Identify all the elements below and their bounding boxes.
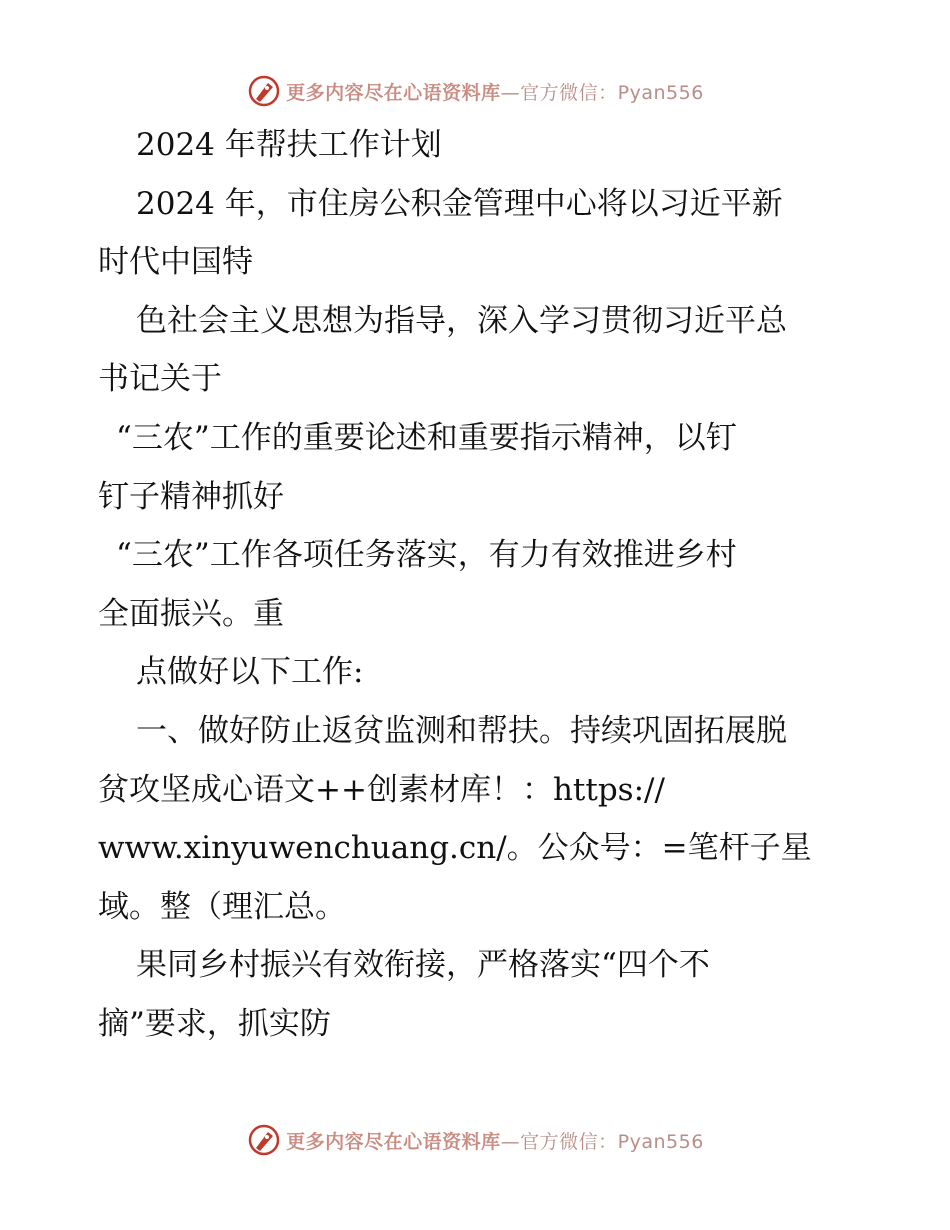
paragraph-line: 贫攻坚成心语文++创素材库！：https:// xyxy=(98,771,665,808)
paragraph-line: 书记关于 xyxy=(98,361,222,398)
paragraph-line: 点做好以下工作: xyxy=(136,654,364,691)
paragraph-line: www.xinyuwenchuang.cn/。公众号：=笔杆子星 xyxy=(98,830,812,867)
pen-nib-logo-icon xyxy=(246,73,282,109)
document-title: 2024 年帮扶工作计划 xyxy=(136,127,442,163)
paragraph-line: 时代中国特 xyxy=(98,244,253,281)
pen-nib-logo-icon xyxy=(246,1122,282,1158)
paragraph-line: 钉子精神抓好 xyxy=(98,478,284,515)
paragraph-line: 果同乡村振兴有效衔接，严格落实“四个不 xyxy=(136,947,710,984)
watermark-banner-top xyxy=(0,71,950,111)
document-body xyxy=(98,116,858,1054)
watermark-banner-bottom xyxy=(0,1120,950,1160)
watermark-text: 更多内容尽在心语资料库—官方微信：Pyan556 xyxy=(286,1130,704,1153)
paragraph-line: 一、做好防止返贫监测和帮扶。持续巩固拓展脱 xyxy=(136,712,787,749)
paragraph-line: “三农”工作的重要论述和重要指示精神，以钉 xyxy=(116,419,737,456)
paragraph-line: 色社会主义思想为指导，深入学习贯彻习近平总 xyxy=(136,302,787,339)
watermark-text: 更多内容尽在心语资料库—官方微信：Pyan556 xyxy=(286,81,704,104)
paragraph-line: 域。整（理汇总。 xyxy=(98,888,346,925)
paragraph-line: 2024 年，市住房公积金管理中心将以习近平新 xyxy=(136,185,783,222)
paragraph-line: 摘”要求，抓实防 xyxy=(98,1005,331,1042)
paragraph-line: “三农”工作各项任务落实，有力有效推进乡村 xyxy=(116,537,737,574)
paragraph-line: 全面振兴。重 xyxy=(98,595,284,632)
